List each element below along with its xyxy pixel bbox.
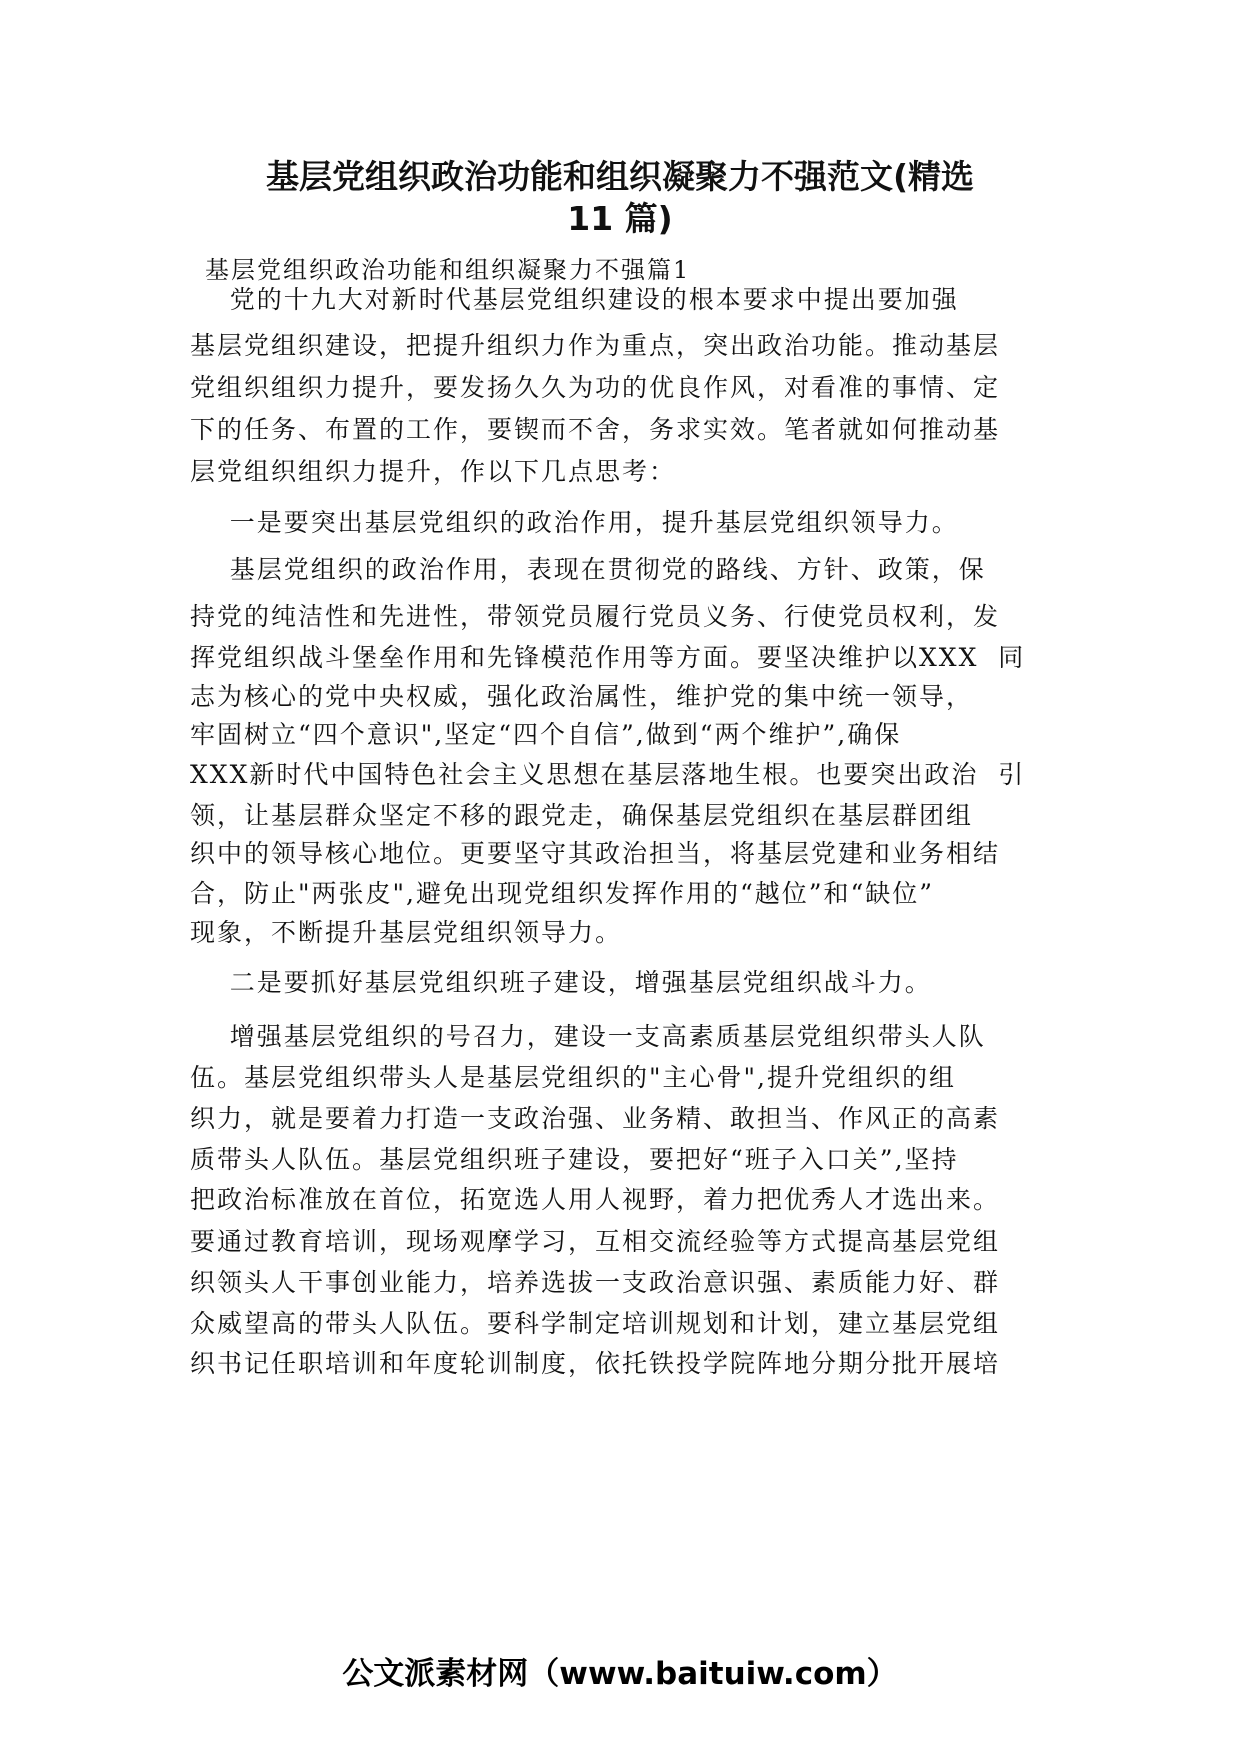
- body-text-line: XXX新时代中国特色社会主义思想在基层落地生根。也要突出政治 引: [190, 760, 1026, 789]
- section-heading: 基层党组织政治功能和组织凝聚力不强篇1: [205, 256, 691, 284]
- body-text-line: 基层党组织的政治作用，表现在贯彻党的路线、方针、政策，保: [190, 555, 986, 584]
- body-text-line: 合，防止"两张皮",避免出现党组织发挥作用的“越位”和“缺位”: [190, 879, 935, 908]
- body-text-line: 牢固树立“四个意识",坚定“四个自信”,做到“两个维护”,确保: [190, 720, 902, 749]
- body-text-line: 下的任务、布置的工作，要锲而不舍，务求实效。笔者就如何推动基: [190, 415, 1001, 444]
- body-text-line: 二是要抓好基层党组织班子建设，增强基层党组织战斗力。: [190, 968, 932, 997]
- body-text-line: 把政治标准放在首位，拓宽选人用人视野，着力把优秀人才选出来。: [190, 1185, 1001, 1214]
- body-text-line: 基层党组织建设，把提升组织力作为重点，突出政治功能。推动基层: [190, 331, 1001, 360]
- body-text-line: 持党的纯洁性和先进性，带领党员履行党员义务、行使党员权利，发: [190, 602, 1001, 631]
- body-text-line: 伍。基层党组织带头人是基层党组织的"主心骨",提升党组织的组: [190, 1063, 956, 1092]
- body-text-line: 要通过教育培训，现场观摩学习，互相交流经验等方式提高基层党组: [190, 1227, 1001, 1256]
- document-title-line-2: 11 篇): [567, 199, 673, 238]
- body-text-line: 众威望高的带头人队伍。要科学制定培训规划和计划，建立基层党组: [190, 1309, 1001, 1338]
- body-text-line: 挥党组织战斗堡垒作用和先锋模范作用等方面。要坚决维护以XXX 同: [190, 643, 1026, 672]
- body-text-line: 织领头人干事创业能力，培养选拔一支政治意识强、素质能力好、群: [190, 1268, 1001, 1297]
- body-text-line: 织力，就是要着力打造一支政治强、业务精、敢担当、作风正的高素: [190, 1104, 1001, 1133]
- body-text-line: 质带头人队伍。基层党组织班子建设，要把好“班子入口关”,坚持: [190, 1145, 959, 1174]
- body-text-line: 一是要突出基层党组织的政治作用，提升基层党组织领导力。: [190, 508, 959, 537]
- body-text-line: 党组织组织力提升，要发扬久久为功的优良作风，对看准的事情、定: [190, 373, 1001, 402]
- body-text-line: 志为核心的党中央权威，强化政治属性，维护党的集中统一领导，: [190, 682, 974, 711]
- body-text-line: 织书记任职培训和年度轮训制度，依托铁投学院阵地分期分批开展培: [190, 1349, 1001, 1378]
- body-text-line: 织中的领导核心地位。更要坚守其政治担当，将基层党建和业务相结: [190, 839, 1001, 868]
- body-text-line: 层党组织组织力提升，作以下几点思考：: [190, 457, 677, 486]
- body-text-line: 领，让基层群众坚定不移的跟党走，确保基层党组织在基层群团组: [190, 801, 974, 830]
- body-text-line: 现象，不断提升基层党组织领导力。: [190, 918, 623, 947]
- document-title-line-1: 基层党组织政治功能和组织凝聚力不强范文(精选: [265, 157, 975, 196]
- body-text-line: 增强基层党组织的号召力，建设一支高素质基层党组织带头人队: [190, 1022, 986, 1051]
- footer-watermark: 公文派素材网（www.baituiw.com）: [342, 1656, 898, 1692]
- body-text-line: 党的十九大对新时代基层党组织建设的根本要求中提出要加强: [190, 285, 959, 314]
